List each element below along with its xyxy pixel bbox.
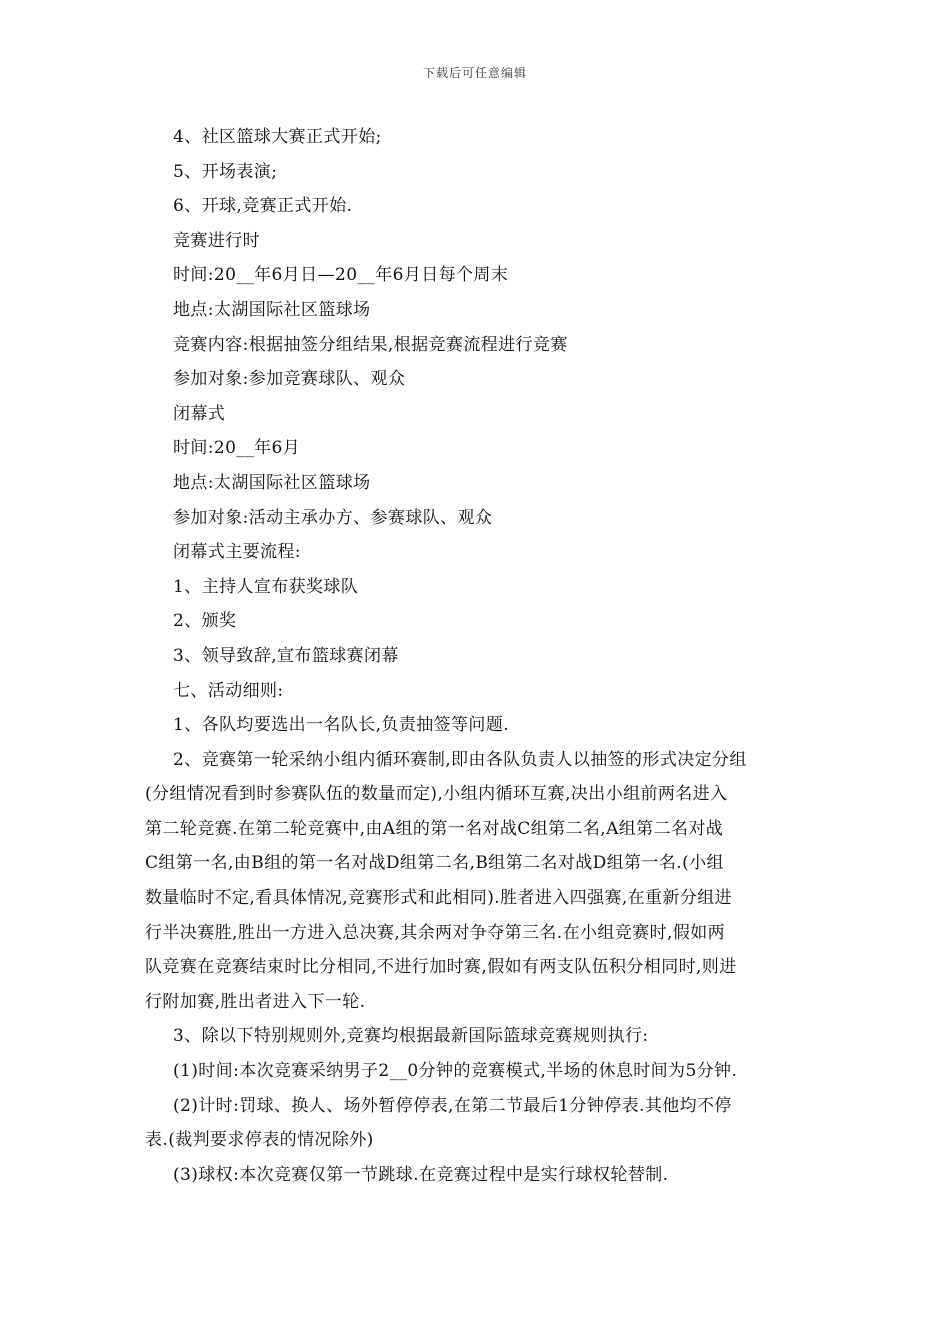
text-line: 时间:20__年6月 bbox=[173, 438, 301, 459]
text-line: 参加对象:活动主承办方、参赛球队、观众 bbox=[173, 507, 493, 528]
text-line: 地点:太湖国际社区篮球场 bbox=[173, 299, 371, 320]
text-line: 4、社区篮球大赛正式开始; bbox=[173, 127, 382, 147]
paragraph-line: 行附加赛,胜出者进入下一轮. bbox=[145, 991, 366, 1012]
text-line: 闭幕式主要流程: bbox=[173, 542, 301, 563]
paragraph-line: 队竞赛在竞赛结束时比分相同,不进行加时赛,假如有两支队伍积分相同时,则进 bbox=[145, 957, 737, 978]
section-heading: 竞赛进行时 bbox=[173, 230, 260, 251]
list-item: 3、除以下特别规则外,竞赛均根据最新国际篮球竞赛规则执行: bbox=[173, 1026, 649, 1047]
section-heading: 七、活动细则: bbox=[173, 680, 284, 701]
text-line: 时间:20__年6月日—20__年6月日每个周末 bbox=[173, 265, 509, 286]
text-line: 竞赛内容:根据抽签分组结果,根据竞赛流程进行竞赛 bbox=[173, 334, 568, 355]
sub-item: (1)时间:本次竞赛采纳男子2__0分钟的竞赛模式,半场的休息时间为5分钟. bbox=[173, 1061, 738, 1082]
document-body bbox=[145, 120, 810, 1192]
paragraph-line: C组第一名,由B组的第一名对战D组第二名,B组第二名对战D组第一名.(小组 bbox=[145, 853, 724, 874]
paragraph-line: 数量临时不定,看具体情况,竞赛形式和此相同).胜者进入四强赛,在重新分组进 bbox=[145, 888, 733, 909]
paragraph-line: (分组情况看到时参赛队伍的数量而定),小组内循环互赛,决出小组前两名进入 bbox=[145, 784, 728, 805]
paragraph-line: 表.(裁判要求停表的情况除外) bbox=[145, 1130, 374, 1151]
list-item: 2、颁奖 bbox=[173, 611, 237, 632]
section-heading: 闭幕式 bbox=[173, 403, 226, 424]
text-line: 5、开场表演; bbox=[173, 161, 278, 182]
list-item: 3、领导致辞,宣布篮球赛闭幕 bbox=[173, 645, 399, 666]
paragraph-line: 行半决赛胜,胜出一方进入总决赛,其余两对争夺第三名.在小组竞赛时,假如两 bbox=[145, 922, 726, 943]
rule-paragraph-2 bbox=[145, 743, 810, 1020]
text-line: 6、开球,竞赛正式开始. bbox=[173, 196, 353, 217]
list-item: 1、各队均要选出一名队长,负责抽签等问题. bbox=[173, 715, 510, 736]
page-header: 下载后可任意编辑 bbox=[422, 66, 527, 80]
rule-subitem-2 bbox=[145, 1089, 810, 1158]
paragraph-line: 第二轮竞赛.在第二轮竞赛中,由A组的第一名对战C组第二名,A组第二名对战 bbox=[145, 818, 724, 839]
list-item: 1、主持人宣布获奖球队 bbox=[173, 576, 359, 597]
paragraph-line: 2、竞赛第一轮采纳小组内循环赛制,即由各队负责人以抽签的形式决定分组 bbox=[173, 749, 747, 770]
paragraph-line: (2)计时:罚球、换人、场外暂停停表,在第二节最后1分钟停表.其他均不停 bbox=[173, 1095, 732, 1116]
text-line: 参加对象:参加竞赛球队、观众 bbox=[173, 369, 406, 390]
sub-item: (3)球权:本次竞赛仅第一节跳球.在竞赛过程中是实行球权轮替制. bbox=[173, 1164, 669, 1185]
text-line: 地点:太湖国际社区篮球场 bbox=[173, 472, 371, 493]
